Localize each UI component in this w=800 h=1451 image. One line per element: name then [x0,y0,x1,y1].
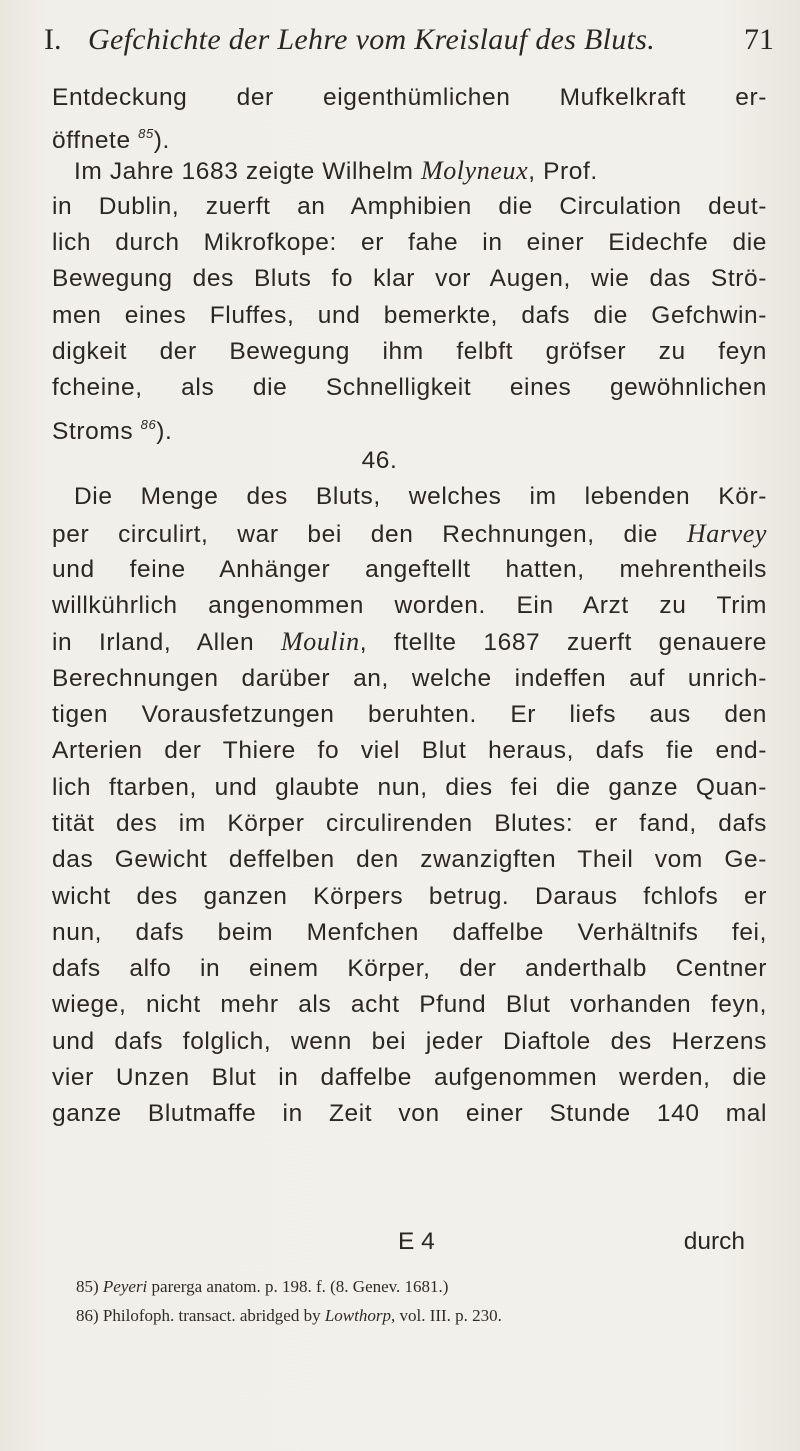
text-line: ganze Blutmaffe in Zeit von einer Stunde 140 mal [52,1100,767,1128]
text-line: per circulirt, war bei den Rechnungen, die Harvey [52,518,767,548]
text-line: Berechnungen darüber an, welche indeffen auf unrich- [52,664,767,692]
text-line: Stroms $^{86}$). [52,416,173,445]
text-line: und feine Anhänger angeftellt hatten, mehrentheils [52,555,767,583]
text-line: willkührlich angenommen worden. Ein Arzt zu Trim [52,592,767,620]
text-line: das Gewicht deffelben den zwanzigften Theil vom Ge- [52,846,767,874]
text-line: men eines Fluffes, und bemerkte, dafs die Gefchwin- [52,301,767,329]
text-line: in Dublin, zuerft an Amphibien die Circulation deut- [52,192,767,220]
text-line: tigen Vorausfetzungen beruhten. Er liefs aus den [52,701,767,729]
person-name: Harvey [686,518,767,548]
running-header [44,10,774,70]
signature-mark: E 4 [398,1228,435,1255]
footnote-ref: 85 [138,126,154,142]
text-line: wiege, nicht mehr als acht Pfund Blut vorhanden feyn, [52,991,767,1019]
text-line: Arterien der Thiere fo viel Blut heraus, dafs fie end- [52,737,767,765]
main-text [52,80,767,1133]
footnote-ref: 86 [140,416,157,432]
footnote-85: 85) Peyeri parerga anatom. p. 198. f. (8. Genev. 1681.) [76,1277,449,1296]
page-number: 71 [744,23,774,56]
section-number: 46. [361,446,398,474]
footnote-author: Lowthorp [324,1306,391,1325]
text-line: fcheine, als die Schnelligkeit eines gewöhnlichen [52,374,767,402]
signature-line [52,1224,767,1260]
text-line: dafs alfo in einem Körper, der anderthalb Centner [52,955,767,983]
chapter-number: I. [44,23,62,56]
text-line: lich durch Mikrofkope: er fahe in einer Eidechfe die [52,229,767,257]
text-line: Die Menge des Bluts, welches im lebenden Kör- [74,483,767,511]
text-line: und dafs folglich, wenn bei jeder Diaftole des Herzens [52,1027,767,1055]
person-name: Molyneux [420,155,529,185]
text-line: vier Unzen Blut in daffelbe aufgenommen werden, die [52,1064,767,1092]
text-line: wicht des ganzen Körpers betrug. Daraus fchlofs er [52,882,767,910]
footnote-86: 86) Philofoph. transact. abridged by Lowthorp, vol. III. p. 230. [76,1306,502,1325]
text-line: Im Jahre 1683 zeigte Wilhelm Molyneux, Prof. [74,155,598,185]
text-line: Entdeckung der eigenthümlichen Mufkelkraft er- [52,84,767,111]
text-line: tität des im Körper circulirenden Blutes: er fand, dafs [52,809,767,837]
text-line: Bewegung des Bluts fo klar vor Augen, wie das Strö- [52,265,767,293]
footnotes [76,1272,766,1330]
footnote-author: Peyeri [102,1277,148,1296]
text-line: lich ftarben, und glaubte nun, dies fei die ganze Quan- [52,773,767,801]
text-line: öffnete $^{85}$). [52,126,170,155]
text-line: in Irland, Allen Moulin, ftellte 1687 zuerft genauere [52,627,767,657]
text-line: nun, dafs beim Menfchen daffelbe Verhältnifs fei, [52,918,767,946]
person-name: Moulin [280,627,360,657]
catchword: durch [683,1228,745,1255]
running-title: Gefchichte der Lehre vom Kreislauf des Bluts. [88,23,656,56]
text-line: digkeit der Bewegung ihm felbft gröfser zu feyn [52,338,767,366]
